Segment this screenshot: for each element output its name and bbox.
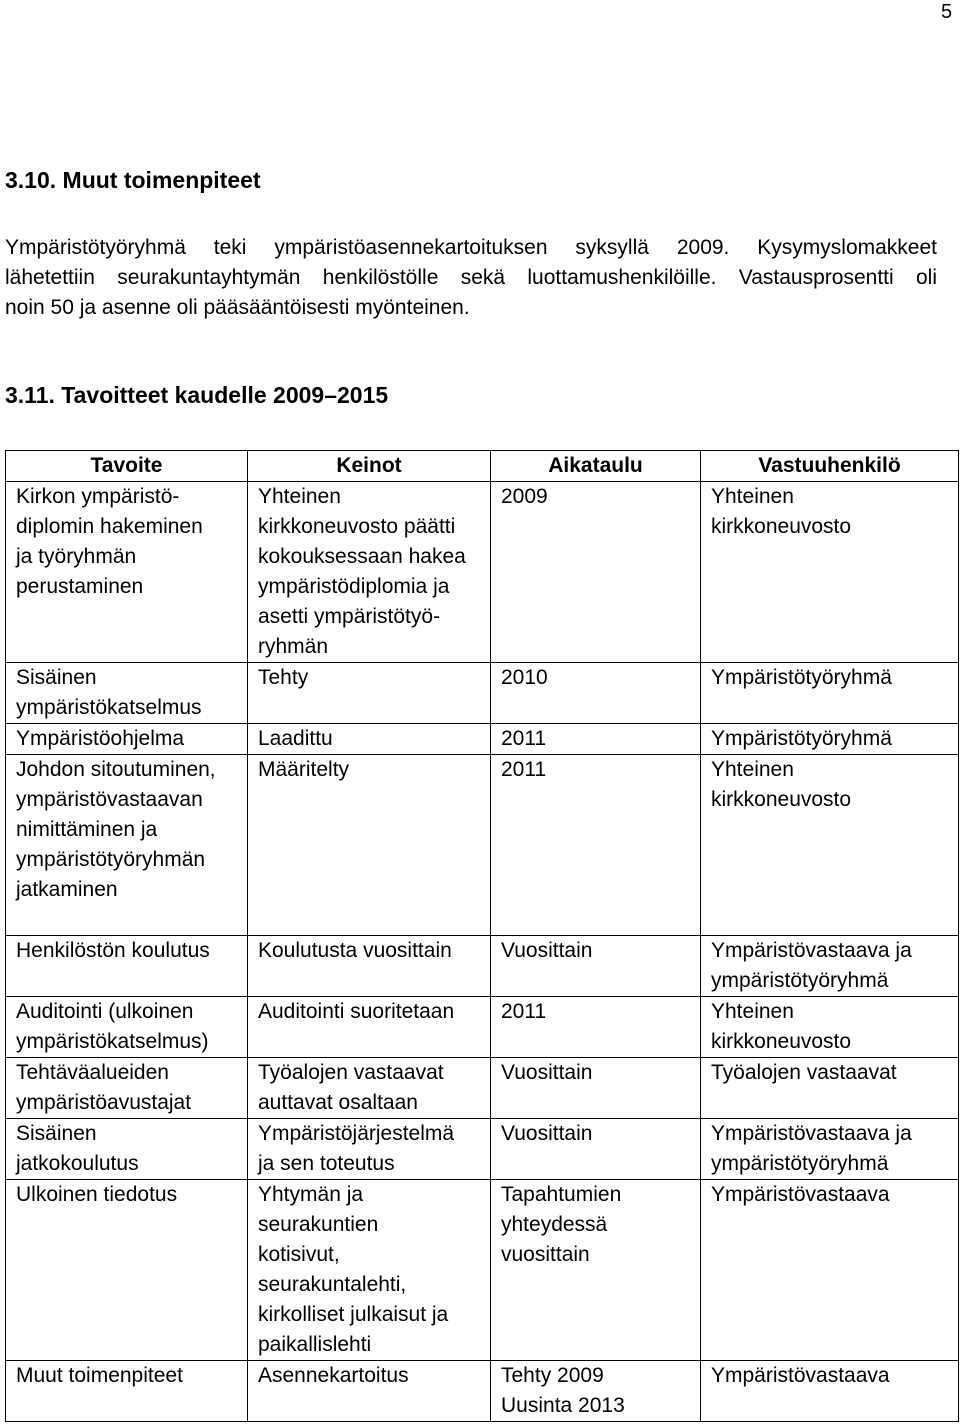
cell-text-line: Tehty: [258, 666, 309, 689]
cell-text-line: Tehty 2009: [501, 1364, 604, 1387]
table-cell-vastuuhenkilo: [701, 663, 959, 724]
table-cell-keinot: [248, 1119, 491, 1180]
cell-text-line: ympäristötyöryhmä: [711, 969, 889, 992]
table-cell-vastuuhenkilo: [701, 1119, 959, 1180]
cell-text-line: asetti ympäristötyö-: [258, 605, 441, 628]
table-row: [6, 1180, 959, 1361]
paragraph-line: noin 50 ja asenne oli pääsääntöisesti myönteinen.: [5, 296, 470, 319]
table-body: [6, 482, 959, 1422]
header-vastuuhenkilo: Vastuuhenkilö: [701, 451, 959, 482]
cell-text-line: 2011: [501, 1000, 547, 1023]
table-cell-keinot: [248, 755, 491, 936]
cell-text-line: kirkolliset julkaisut ja: [258, 1303, 449, 1326]
cell-text-line: ympäristödiplomia ja: [258, 575, 450, 598]
table-cell-vastuuhenkilo: [701, 997, 959, 1058]
table-row: [6, 482, 959, 663]
cell-text-line: kirkkoneuvosto: [711, 788, 852, 811]
table-cell-keinot: [248, 1180, 491, 1361]
table-cell-keinot: [248, 1058, 491, 1119]
table-cell-keinot: [248, 1361, 491, 1422]
cell-text-line: Auditointi (ulkoinen: [16, 1000, 194, 1023]
table-cell-vastuuhenkilo: [701, 482, 959, 663]
header-tavoite: Tavoite: [6, 451, 248, 482]
cell-text-line: ja työryhmän: [16, 545, 137, 568]
cell-text-line: Vuosittain: [501, 1061, 593, 1084]
table-cell-aikataulu: [491, 663, 701, 724]
table-cell-aikataulu: [491, 482, 701, 663]
table-row: [6, 724, 959, 755]
table-cell-aikataulu: [491, 1180, 701, 1361]
table-cell-keinot: [248, 724, 491, 755]
cell-text-line: Ympäristövastaava: [711, 1183, 890, 1206]
cell-text-line: Määritelty: [258, 758, 350, 781]
cell-text-line: Vuosittain: [501, 939, 593, 962]
cell-text-line: Vuosittain: [501, 1122, 593, 1145]
cell-text-line: Työalojen vastaavat: [711, 1061, 897, 1084]
table-row: [6, 936, 959, 997]
cell-text-line: Ulkoinen tiedotus: [16, 1183, 178, 1206]
table-row: [6, 1119, 959, 1180]
paragraph-line: lähetettiin seurakuntayhtymän henkilöstölle sekä luottamushenkilöille. Vastausprosentti oli: [5, 266, 937, 289]
cell-text-line: kokouksessaan hakea: [258, 545, 466, 568]
table-cell-tavoite: [6, 482, 248, 663]
table-cell-tavoite: [6, 936, 248, 997]
cell-text-line: Yhteinen: [258, 485, 341, 508]
table-row: [6, 663, 959, 724]
cell-text-line: ryhmän: [258, 635, 329, 658]
cell-text-line: Asennekartoitus: [258, 1364, 409, 1387]
table-cell-tavoite: [6, 1361, 248, 1422]
cell-text-line: kotisivut,: [258, 1243, 340, 1266]
cell-text-line: Auditointi suoritetaan: [258, 1000, 455, 1023]
cell-text-line: paikallislehti: [258, 1333, 372, 1356]
section-heading-3-11: 3.11. Tavoitteet kaudelle 2009–2015: [5, 382, 389, 408]
cell-text-line: 2011: [501, 758, 547, 781]
table-cell-tavoite: [6, 1180, 248, 1361]
cell-text-line: Ympäristötyöryhmä: [711, 666, 892, 689]
table-cell-vastuuhenkilo: [701, 755, 959, 936]
table-cell-vastuuhenkilo: [701, 1361, 959, 1422]
table-cell-aikataulu: [491, 936, 701, 997]
table-cell-keinot: [248, 997, 491, 1058]
cell-text-line: Ympäristöjärjestelmä: [258, 1122, 455, 1145]
cell-text-line: ympäristökatselmus: [16, 696, 202, 719]
cell-text-line: kirkkoneuvosto: [711, 515, 852, 538]
table-cell-tavoite: [6, 755, 248, 936]
cell-text-line: 2011: [501, 727, 547, 750]
table-row: [6, 1361, 959, 1422]
table-cell-aikataulu: [491, 1119, 701, 1180]
cell-text-line: perustaminen: [16, 575, 144, 598]
cell-text-line: kirkkoneuvosto: [711, 1030, 852, 1053]
cell-text-line: Yhteinen: [711, 485, 794, 508]
section-heading-3-10: 3.10. Muut toimenpiteet: [5, 167, 261, 193]
header-keinot: Keinot: [248, 451, 491, 482]
cell-text-line: Yhteinen: [711, 1000, 794, 1023]
table-cell-keinot: [248, 663, 491, 724]
cell-text-line: diplomin hakeminen: [16, 515, 203, 538]
cell-text-line: seurakuntien: [258, 1213, 379, 1236]
table-cell-tavoite: [6, 997, 248, 1058]
table-cell-vastuuhenkilo: [701, 936, 959, 997]
cell-text-line: Johdon sitoutuminen,: [16, 758, 216, 781]
cell-text-line: yhteydessä: [501, 1213, 608, 1236]
cell-text-line: Uusinta 2013: [501, 1394, 625, 1417]
table-cell-vastuuhenkilo: [701, 1180, 959, 1361]
cell-text-line: kirkkoneuvosto päätti: [258, 515, 456, 538]
cell-text-line: 2010: [501, 666, 548, 689]
cell-text-line: seurakuntalehti,: [258, 1273, 407, 1296]
cell-text-line: Muut toimenpiteet: [16, 1364, 183, 1387]
table-cell-aikataulu: [491, 1058, 701, 1119]
cell-text-line: ympäristövastaavan: [16, 788, 203, 811]
cell-text-line: Ympäristövastaava: [711, 1364, 890, 1387]
table-cell-tavoite: [6, 1058, 248, 1119]
table-cell-aikataulu: [491, 997, 701, 1058]
cell-text-line: nimittäminen ja: [16, 818, 158, 841]
table-header-row: [6, 451, 959, 482]
cell-text-line: ympäristöavustajat: [16, 1091, 192, 1114]
table-row: [6, 1058, 959, 1119]
cell-text-line: Ympäristötyöryhmä: [711, 727, 892, 750]
goals-table: [5, 450, 959, 1422]
table-cell-aikataulu: [491, 1361, 701, 1422]
table-row: [6, 755, 959, 936]
cell-text-line: Koulutusta vuosittain: [258, 939, 452, 962]
cell-text-line: jatkokoulutus: [16, 1152, 139, 1175]
cell-text-line: auttavat osaltaan: [258, 1091, 418, 1114]
cell-text-line: Yhteinen: [711, 758, 794, 781]
cell-text-line: Tehtäväalueiden: [16, 1061, 169, 1084]
cell-text-line: Laadittu: [258, 727, 333, 750]
table-cell-vastuuhenkilo: [701, 724, 959, 755]
table-cell-keinot: [248, 936, 491, 997]
table-row: [6, 997, 959, 1058]
cell-text-line: Kirkon ympäristö-: [16, 485, 180, 508]
cell-text-line: Tapahtumien: [501, 1183, 622, 1206]
paragraph-line: Ympäristötyöryhmä teki ympäristöasennekartoituksen syksyllä 2009. Kysymyslomakkeet: [5, 236, 937, 259]
cell-text-line: Yhtymän ja: [258, 1183, 364, 1206]
table-cell-tavoite: [6, 663, 248, 724]
cell-text-line: Ympäristöohjelma: [16, 727, 185, 750]
table-cell-aikataulu: [491, 724, 701, 755]
cell-text-line: vuosittain: [501, 1243, 590, 1266]
cell-text-line: Henkilöstön koulutus: [16, 939, 210, 962]
cell-text-line: ympäristötyöryhmän: [16, 848, 206, 871]
cell-text-line: ympäristötyöryhmä: [711, 1152, 889, 1175]
page-number: 5: [941, 1, 953, 23]
section-3-10-paragraph: [5, 233, 937, 323]
table-cell-tavoite: [6, 724, 248, 755]
cell-text-line: Sisäinen: [16, 1122, 97, 1145]
cell-text-line: Sisäinen: [16, 666, 97, 689]
table-cell-vastuuhenkilo: [701, 1058, 959, 1119]
cell-text-line: Ympäristövastaava ja: [711, 939, 912, 962]
table-cell-aikataulu: [491, 755, 701, 936]
cell-text-line: ja sen toteutus: [258, 1152, 395, 1175]
cell-text-line: Työalojen vastaavat: [258, 1061, 444, 1084]
table-cell-keinot: [248, 482, 491, 663]
header-aikataulu: Aikataulu: [491, 451, 701, 482]
cell-text-line: Ympäristövastaava ja: [711, 1122, 912, 1145]
cell-text-line: ympäristökatselmus): [16, 1030, 209, 1053]
cell-text-line: 2009: [501, 485, 548, 508]
cell-text-line: jatkaminen: [16, 878, 118, 901]
table-cell-tavoite: [6, 1119, 248, 1180]
